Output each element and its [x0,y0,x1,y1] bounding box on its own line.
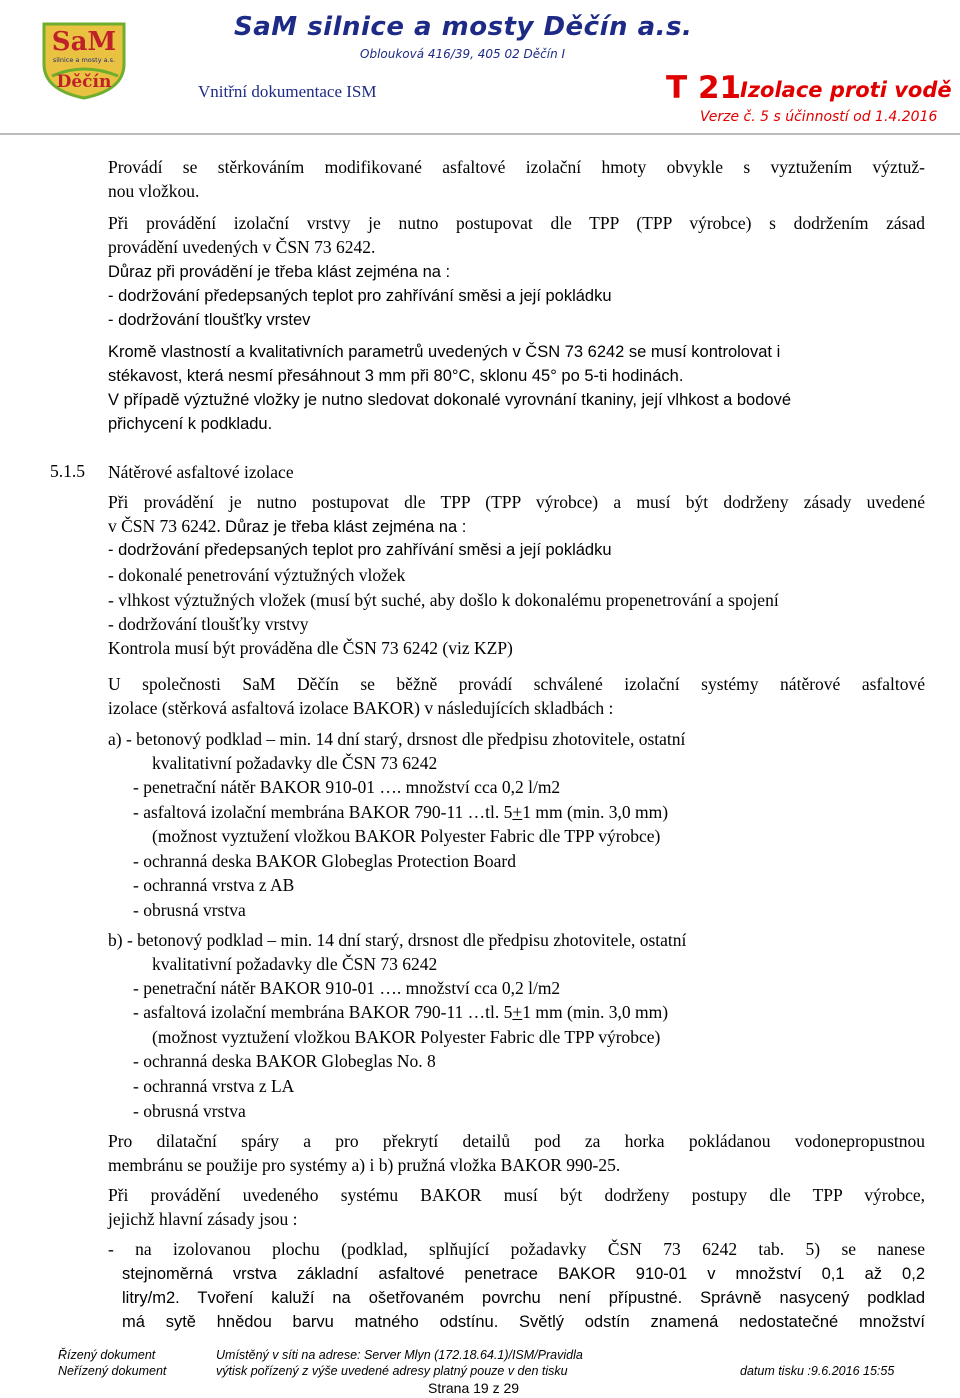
text-span: v ČSN 73 6242. [108,516,221,536]
text-line: - dodržování předepsaných teplot pro zahřívání směsi a její pokládku [108,287,612,305]
company-address: Oblouková 416/39, 405 02 Děčín I [360,47,566,61]
list-item: - ochranná vrstva z LA [133,1076,295,1096]
doc-code: T 21 [666,70,742,106]
text-line: membránu se použije pro systémy a) i b) pružná vložka BAKOR 990-25. [108,1155,621,1175]
text-line: - vlhkost výztužných vložek (musí být suché, aby došlo k dokonalému propenetrování a spojení [108,590,779,610]
internal-doc-label: Vnitřní dokumentace ISM [198,82,377,101]
text-span: - asfaltová izolační membrána BAKOR 790-11 …tl. 5 [133,1002,513,1022]
footer-uncontrolled: Neřízený dokument [58,1364,167,1378]
text-span: - asfaltová izolační membrána BAKOR 790-11 …tl. 5 [133,802,513,822]
list-item: - ochranná deska BAKOR Globeglas No. 8 [133,1051,436,1071]
company-name: SaM silnice a mosty Děčín a.s. [234,12,693,42]
text-line: - dokonalé penetrování výztužných vložek [108,565,406,585]
text-line: má sytě hnědou barvu matného odstínu. Světlý odstín znamená nedostatečné množství [122,1313,925,1331]
text-line: Provádí se stěrkováním modifikované asfaltové izolační hmoty obvykle s vyztužením výztuž- [108,157,925,177]
list-item: a) - betonový podklad – min. 14 dní starý, drsnost dle předpisu zhotovitele, ostatní [108,729,686,749]
list-item: kvalitativní požadavky dle ČSN 73 6242 [152,954,438,974]
text-line: přichycení k podkladu. [108,415,273,433]
text-line: Při provádění izolační vrstvy je nutno postupovat dle TPP (TPP výrobce) s dodržením zásad [108,213,925,233]
list-item: - ochranná vrstva z AB [133,875,295,895]
list-item: (možnost vyztužení vložkou BAKOR Polyester Fabric dle TPP výrobce) [152,826,661,846]
text-line: provádění uvedených v ČSN 73 6242. [108,237,376,257]
text-line: Důraz při provádění je třeba klást zejména na : [108,263,451,281]
list-item: - ochranná deska BAKOR Globeglas Protection Board [133,851,516,871]
text-line: Při provádění uvedeného systému BAKOR musí být dodrženy postupy dle TPP výrobce, [108,1185,925,1205]
list-item: - obrusná vrstva [133,1101,246,1121]
text-line: - dodržování předepsaných teplot pro zahřívání směsi a její pokládku [108,541,612,559]
plus-underlined: + [512,802,523,822]
footer-controlled: Řízený dokument [58,1348,156,1362]
doc-title: Izolace proti vodě [740,78,952,102]
logo-text-bottom: Děčín [56,72,112,92]
text-line: nou vložkou. [108,181,200,201]
logo-text-small: silnice a mosty a.s. [52,56,116,64]
text-line: Pro dilatační spáry a pro překrytí detailů pod za horka pokládanou vodonepropustnou [108,1131,925,1151]
plus-underlined: + [512,1002,523,1022]
page-number: Strana 19 z 29 [428,1380,520,1396]
text-line: V případě výztužné vložky je nutno sledovat dokonalé vyrovnání tkaniny, její vlhkost a bodové [108,391,792,409]
footer-location: Umístěný v síti na adrese: Server Mlyn (172.18.64.1)/ISM/Pravidla [216,1348,583,1362]
list-item: - penetrační nátěr BAKOR 910-01 …. množství cca 0,2 l/m2 [133,777,561,797]
header-divider [0,133,960,135]
list-item [133,1001,668,1023]
list-item [133,801,668,823]
text-line: U společnosti SaM Děčín se běžně provádí schválené izolační systémy nátěrové asfaltové [108,674,925,694]
text-line: - na izolovanou plochu (podklad, splňující požadavky ČSN 73 6242 tab. 5) se nanese [108,1239,925,1259]
text-line: stékavost, která nesmí přesáhnout 3 mm při 80°C, sklonu 45° po 5-ti hodinách. [108,367,684,385]
text-line: stejnoměrná vrstva základní asfaltové penetrace BAKOR 910-01 v množství 0,1 až 0,2 [122,1265,925,1283]
list-item: (možnost vyztužení vložkou BAKOR Polyester Fabric dle TPP výrobce) [152,1027,661,1047]
list-item: b) - betonový podklad – min. 14 dní starý, drsnost dle předpisu zhotovitele, ostatní [108,930,687,950]
text-line: Kromě vlastností a kvalitativních parametrů uvedených v ČSN 73 6242 se musí kontrolovat i [108,343,781,361]
text-span: Důraz je třeba klást zejména na : [225,518,467,536]
list-item: kvalitativní požadavky dle ČSN 73 6242 [152,753,438,773]
text-line: Při provádění je nutno postupovat dle TPP (TPP výrobce) a musí být dodrženy zásady uvedené [108,492,925,512]
text-line: - dodržování tloušťky vrstev [108,311,311,329]
text-line: - dodržování tloušťky vrstvy [108,614,309,634]
list-item: - obrusná vrstva [133,900,246,920]
text-line: Kontrola musí být prováděna dle ČSN 73 6242 (viz KZP) [108,638,513,658]
company-logo [38,20,130,100]
text-line: izolace (stěrková asfaltová izolace BAKOR) v následujících skladbách : [108,698,614,718]
logo-text-top: SaM [51,27,117,57]
section-title: Nátěrové asfaltové izolace [108,462,294,482]
footer-print-date: datum tisku :9.6.2016 15:55 [740,1364,895,1378]
text-line: jejichž hlavní zásady jsou : [108,1209,298,1229]
doc-version: Verze č. 5 s účinností od 1.4.2016 [700,109,938,125]
footer-printout: výtisk pořízený z výše uvedené adresy platný pouze v den tisku [216,1364,568,1378]
text-span: 1 mm (min. 3,0 mm) [522,802,669,822]
text-span: 1 mm (min. 3,0 mm) [522,1002,669,1022]
list-item: - penetrační nátěr BAKOR 910-01 …. množství cca 0,2 l/m2 [133,978,561,998]
text-line [108,515,466,538]
section-number: 5.1.5 [50,461,85,481]
text-line: litry/m2. Tvoření kaluží na ošetřovaném povrchu není přípustné. Správně nasycený podklad [122,1289,925,1307]
